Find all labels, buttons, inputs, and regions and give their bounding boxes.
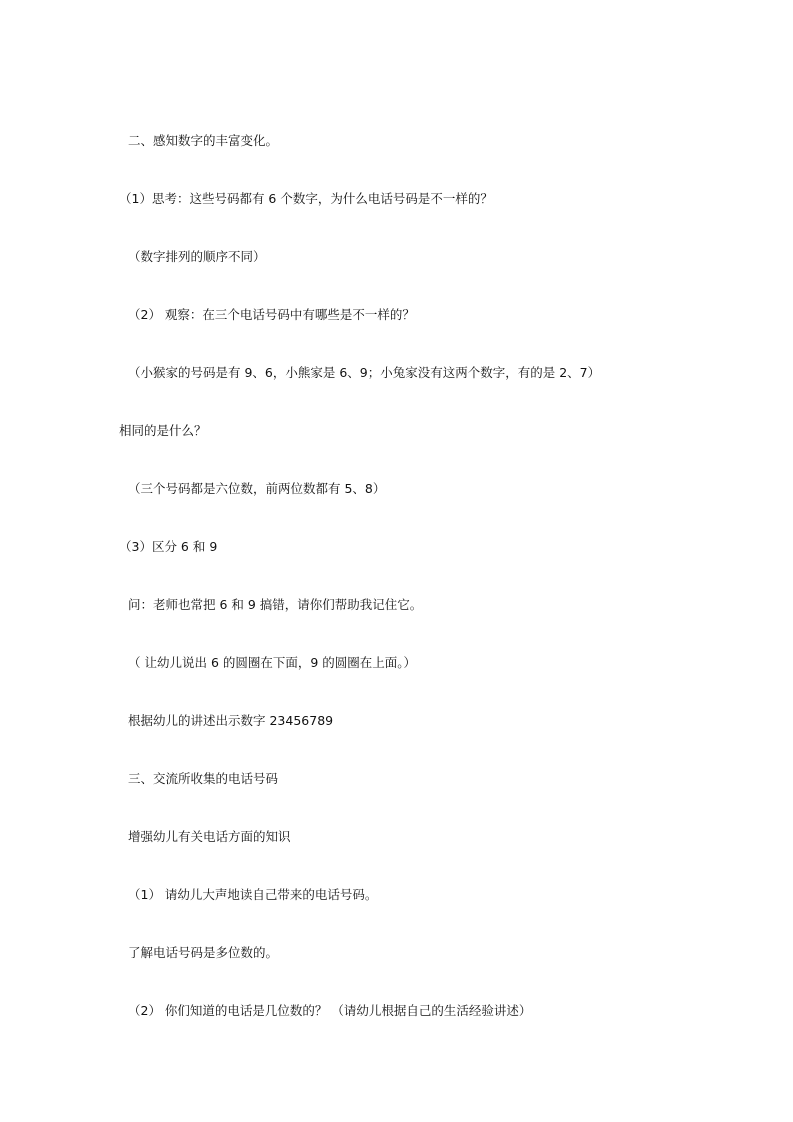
paragraph-enhance-knowledge: 增强幼儿有关电话方面的知识	[128, 829, 291, 844]
paragraph-read-aloud: （1） 请幼儿大声地读自己带来的电话号码。	[128, 887, 378, 902]
paragraph-answer-circles: （ 让幼儿说出 6 的圆圈在下面，9 的圆圈在上面。）	[128, 655, 417, 670]
paragraph-think: （1）思考：这些号码都有 6 个数字，为什么电话号码是不一样的？	[119, 191, 493, 206]
paragraph-distinguish: （3）区分 6 和 9	[119, 539, 218, 554]
paragraph-multidigit: 了解电话号码是多位数的。	[128, 945, 279, 960]
paragraph-answer-differences: （小猴家的号码是有 9、6，小熊家是 6、9；小兔家没有这两个数字，有的是 2、7）	[128, 365, 601, 380]
section-heading-three: 三、交流所收集的电话号码	[128, 771, 279, 786]
paragraph-show-digits: 根据幼儿的讲述出示数字 23456789	[128, 713, 334, 728]
paragraph-how-many-digits: （2） 你们知道的电话是几位数的？ （请幼儿根据自己的生活经验讲述）	[128, 1003, 532, 1018]
paragraph-answer-order: （数字排列的顺序不同）	[128, 249, 266, 264]
section-heading-two: 二、感知数字的丰富变化。	[128, 133, 279, 148]
paragraph-observe: （2） 观察：在三个电话号码中有哪些是不一样的？	[128, 307, 415, 322]
paragraph-answer-same: （三个号码都是六位数，前两位数都有 5、8）	[128, 481, 386, 496]
paragraph-question: 问：老师也常把 6 和 9 搞错，请你们帮助我记住它。	[128, 597, 423, 612]
paragraph-what-same: 相同的是什么？	[119, 423, 207, 438]
